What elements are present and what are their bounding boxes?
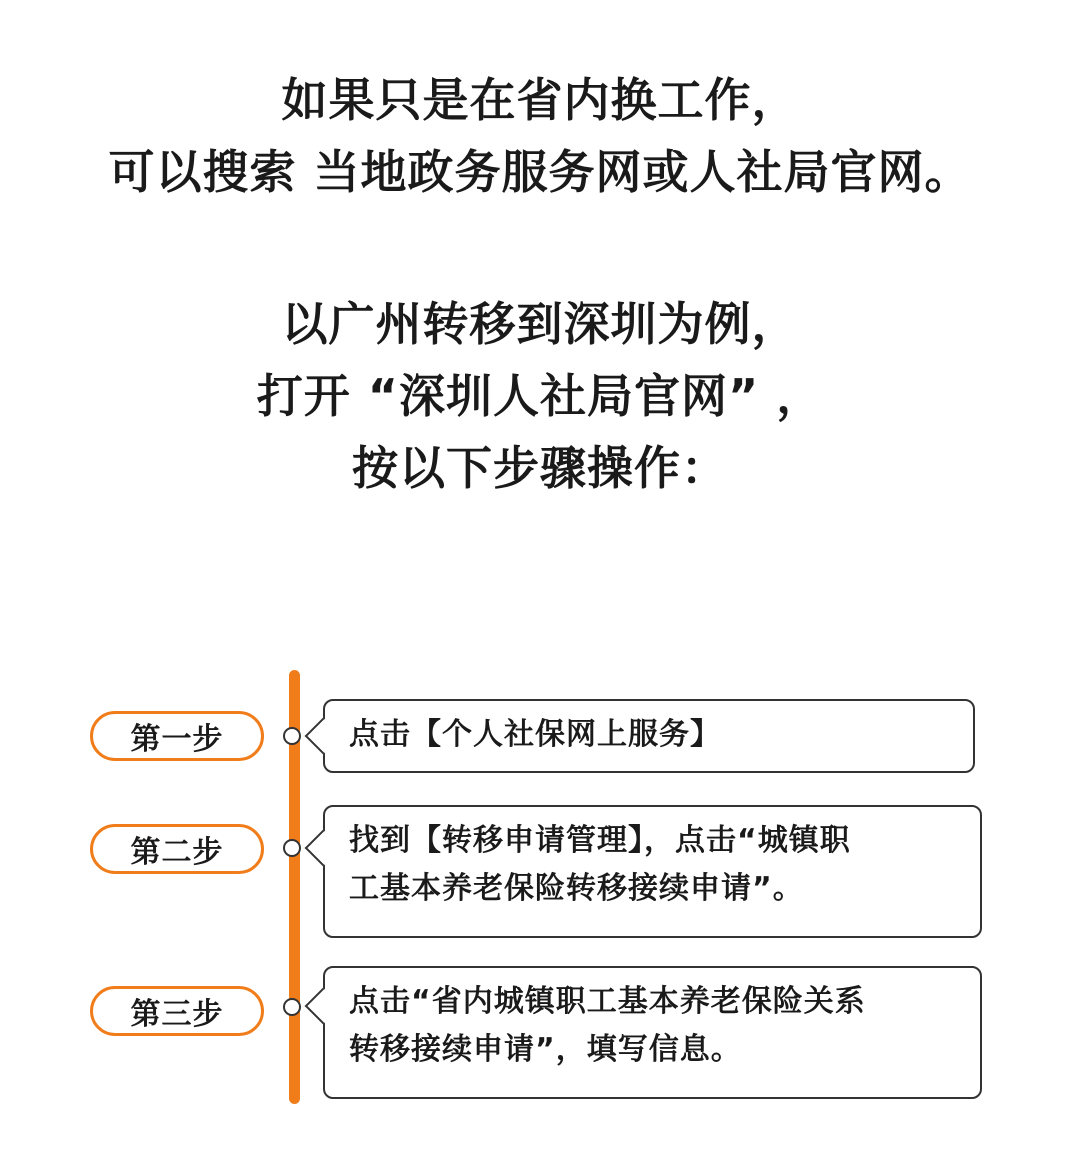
intro-line-2: 可以搜索 当地政务服务网或人社局官网。 <box>108 145 972 199</box>
step-2-pointer-icon <box>305 830 342 867</box>
step-2-label: 第二步 <box>90 824 264 874</box>
step-1-pointer-icon <box>305 718 342 755</box>
step-3-label: 第三步 <box>90 986 264 1036</box>
step-1-text-line-1: 点击【个人社保网上服务】 <box>349 717 721 752</box>
step-1-label: 第一步 <box>90 711 264 761</box>
intro-paragraph-1 <box>0 64 1080 208</box>
step-3-text-line-1: 点击“省内城镇职工基本养老保险关系 <box>349 984 866 1019</box>
intro-line-1: 如果只是在省内换工作， <box>281 73 799 127</box>
step-2-text-line-1: 找到【转移申请管理】，点击“城镇职 <box>349 823 851 858</box>
step-1-node-icon <box>283 727 301 745</box>
intro-line-4: 打开 “深圳人社局官网” ， <box>256 369 824 423</box>
step-3-pointer-icon <box>305 988 342 1025</box>
step-3-node-icon <box>283 998 301 1016</box>
step-3-text-line-2: 转移接续申请”，填写信息。 <box>349 1032 742 1067</box>
step-1-card <box>323 699 975 773</box>
step-2-node-icon <box>283 839 301 857</box>
step-3-card <box>323 966 982 1099</box>
intro-line-3: 以广州转移到深圳为例， <box>281 297 799 351</box>
intro-paragraph-2 <box>0 288 1080 504</box>
step-2-text-line-2: 工基本养老保险转移接续申请”。 <box>349 871 804 906</box>
step-2-card <box>323 805 982 938</box>
intro-line-5: 按以下步骤操作： <box>352 441 728 495</box>
